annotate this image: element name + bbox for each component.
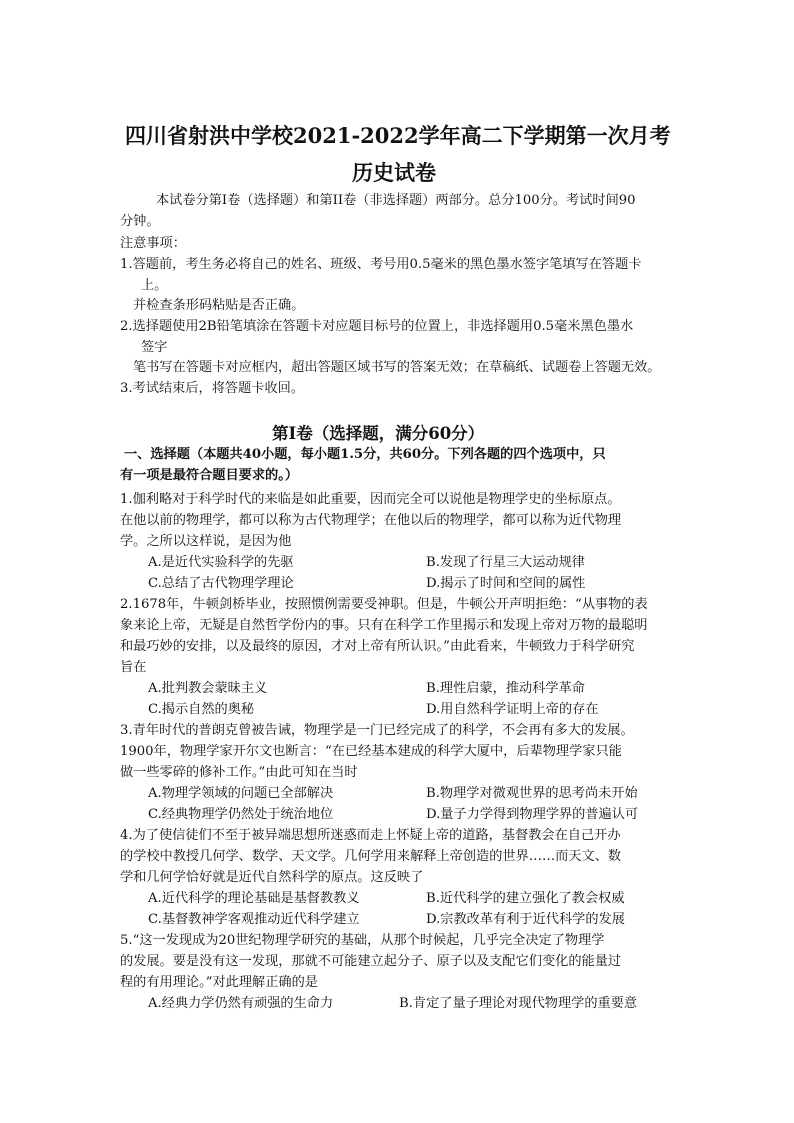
question-2-option-a[interactable]: A.批判教会蒙昧主义 (148, 681, 268, 696)
question-4-line-3: 学和几何学恰好就是近代自然科学的原点。这反映了 (120, 870, 424, 885)
section-instruction-a: 一、选择题（本题共40小题，每小题1.5分，共60分。下列各题的四个选项中，只 (124, 447, 606, 462)
note-2-line-b: 签字 (141, 340, 168, 355)
question-2-option-c[interactable]: C.揭示自然的奥秘 (148, 702, 255, 717)
question-3-option-a[interactable]: A.物理学领域的问题已全部解决 (148, 786, 334, 801)
question-2-line-2: 象来论上帝，无疑是自然哲学份内的事。只有在科学工作里揭示和发现上帝对万物的最聪明 (120, 618, 648, 633)
question-1-option-d[interactable]: D.揭示了时间和空间的属性 (426, 576, 586, 591)
question-4-option-b[interactable]: B.近代科学的建立强化了教会权威 (426, 891, 625, 906)
question-4-line-1: 4.为了使信徒们不至于被异端思想所迷惑而走上怀疑上帝的道路，基督教会在自己开办 (120, 828, 621, 843)
question-3-option-c[interactable]: C.经典物理学仍然处于统治地位 (148, 807, 334, 822)
exam-title: 四川省射洪中学校2021-2022学年高二下学期第一次月考 (125, 123, 671, 148)
question-3-line-1: 3.青年时代的普朗克曾被告诫，物理学是一门已经完成了的科学，不会再有多大的发展。 (120, 723, 634, 738)
question-1-option-c[interactable]: C.总结了古代物理学理论 (148, 576, 294, 591)
section-title: 第Ⅰ卷（选择题，满分60分） (272, 424, 485, 443)
question-5-line-2: 的发展。要是没有这一发现，那就不可能建立起分子、原子以及支配它们变化的能量过 (120, 954, 622, 969)
section-instruction-b: 有一项是最符合题目要求的。） (120, 468, 299, 483)
note-1-line-b: 上。 (141, 278, 168, 293)
intro-line-1: 本试卷分第Ⅰ卷（选择题）和第II卷（非选择题）两部分。总分100分。考试时间90 (156, 193, 636, 208)
question-2-option-b[interactable]: B.理性启蒙，推动科学革命 (426, 681, 585, 696)
question-1-line-1: 1.伽利略对于科学时代的来临是如此重要，因而完全可以说他是物理学史的坐标原点。 (120, 492, 621, 507)
question-2-option-d[interactable]: D.用自然科学证明上帝的存在 (426, 702, 599, 717)
note-1-line-c: 并检查条形码粘贴是否正确。 (133, 298, 305, 313)
intro-line-2: 分钟。 (120, 214, 160, 229)
notes-heading: 注意事项： (120, 236, 186, 251)
question-4-option-c[interactable]: C.基督教神学客观推动近代科学建立 (148, 912, 360, 927)
question-3-option-b[interactable]: B.物理学对微观世界的思考尚未开始 (426, 786, 638, 801)
question-5-option-b[interactable]: B.肯定了量子理论对现代物理学的重要意 (399, 996, 638, 1011)
question-2-line-1: 2.1678年，牛顿剑桥毕业，按照惯例需要受神职。但是，牛顿公开声明拒绝：“从事物的表 (120, 597, 648, 612)
question-4-line-2: 的学校中教授几何学、数学、天文学。几何学用来解释上帝创造的世界……而天文、数 (120, 849, 622, 864)
question-1-line-3: 学。之所以这样说，是因为他 (120, 534, 292, 549)
note-3: 3.考试结束后，将答题卡收回。 (120, 381, 305, 396)
exam-subtitle: 历史试卷 (352, 160, 436, 185)
question-3-line-2: 1900年，物理学家开尔文也断言：“在已经基本建成的科学大厦中，后辈物理学家只能 (120, 744, 622, 759)
question-3-option-d[interactable]: D.量子力学得到物理学界的普遍认可 (426, 807, 639, 822)
note-2-line-a: 2.选择题使用2B铅笔填涂在答题卡对应题目标号的位置上，非选择题用0.5毫米黑色墨水 (120, 319, 634, 334)
question-2-line-3: 和最巧妙的安排，以及最终的原因，才对上帝有所认识。”由此看来，牛顿致力于科学研究 (120, 639, 635, 654)
question-5-line-1: 5.“这一发现成为20世纪物理学研究的基础，从那个时候起，几乎完全决定了物理学 (120, 933, 605, 948)
note-2-line-c: 笔书写在答题卡对应框内，超出答题区域书写的答案无效；在草稿纸、试题卷上答题无效。 (133, 360, 661, 375)
question-5-line-3: 程的有用理论。”对此理解正确的是 (120, 975, 318, 990)
question-2-line-4: 旨在 (120, 660, 147, 675)
question-4-option-d[interactable]: D.宗教改革有利于近代科学的发展 (426, 912, 625, 927)
question-5-option-a[interactable]: A.经典力学仍然有顽强的生命力 (148, 996, 334, 1011)
question-4-option-a[interactable]: A.近代科学的理论基础是基督教教义 (148, 891, 360, 906)
question-3-line-3: 做一些零碎的修补工作。”由此可知在当时 (120, 765, 358, 780)
question-1-line-2: 在他以前的物理学，都可以称为古代物理学；在他以后的物理学，都可以称为近代物理 (120, 513, 622, 528)
note-1-line-a: 1.答题前，考生务必将自己的姓名、班级、考号用0.5毫米的黑色墨水签字笔填写在答题卡 (120, 257, 642, 272)
question-1-option-a[interactable]: A.是近代实验科学的先驱 (148, 555, 294, 570)
question-1-option-b[interactable]: B.发现了行星三大运动规律 (426, 555, 585, 570)
